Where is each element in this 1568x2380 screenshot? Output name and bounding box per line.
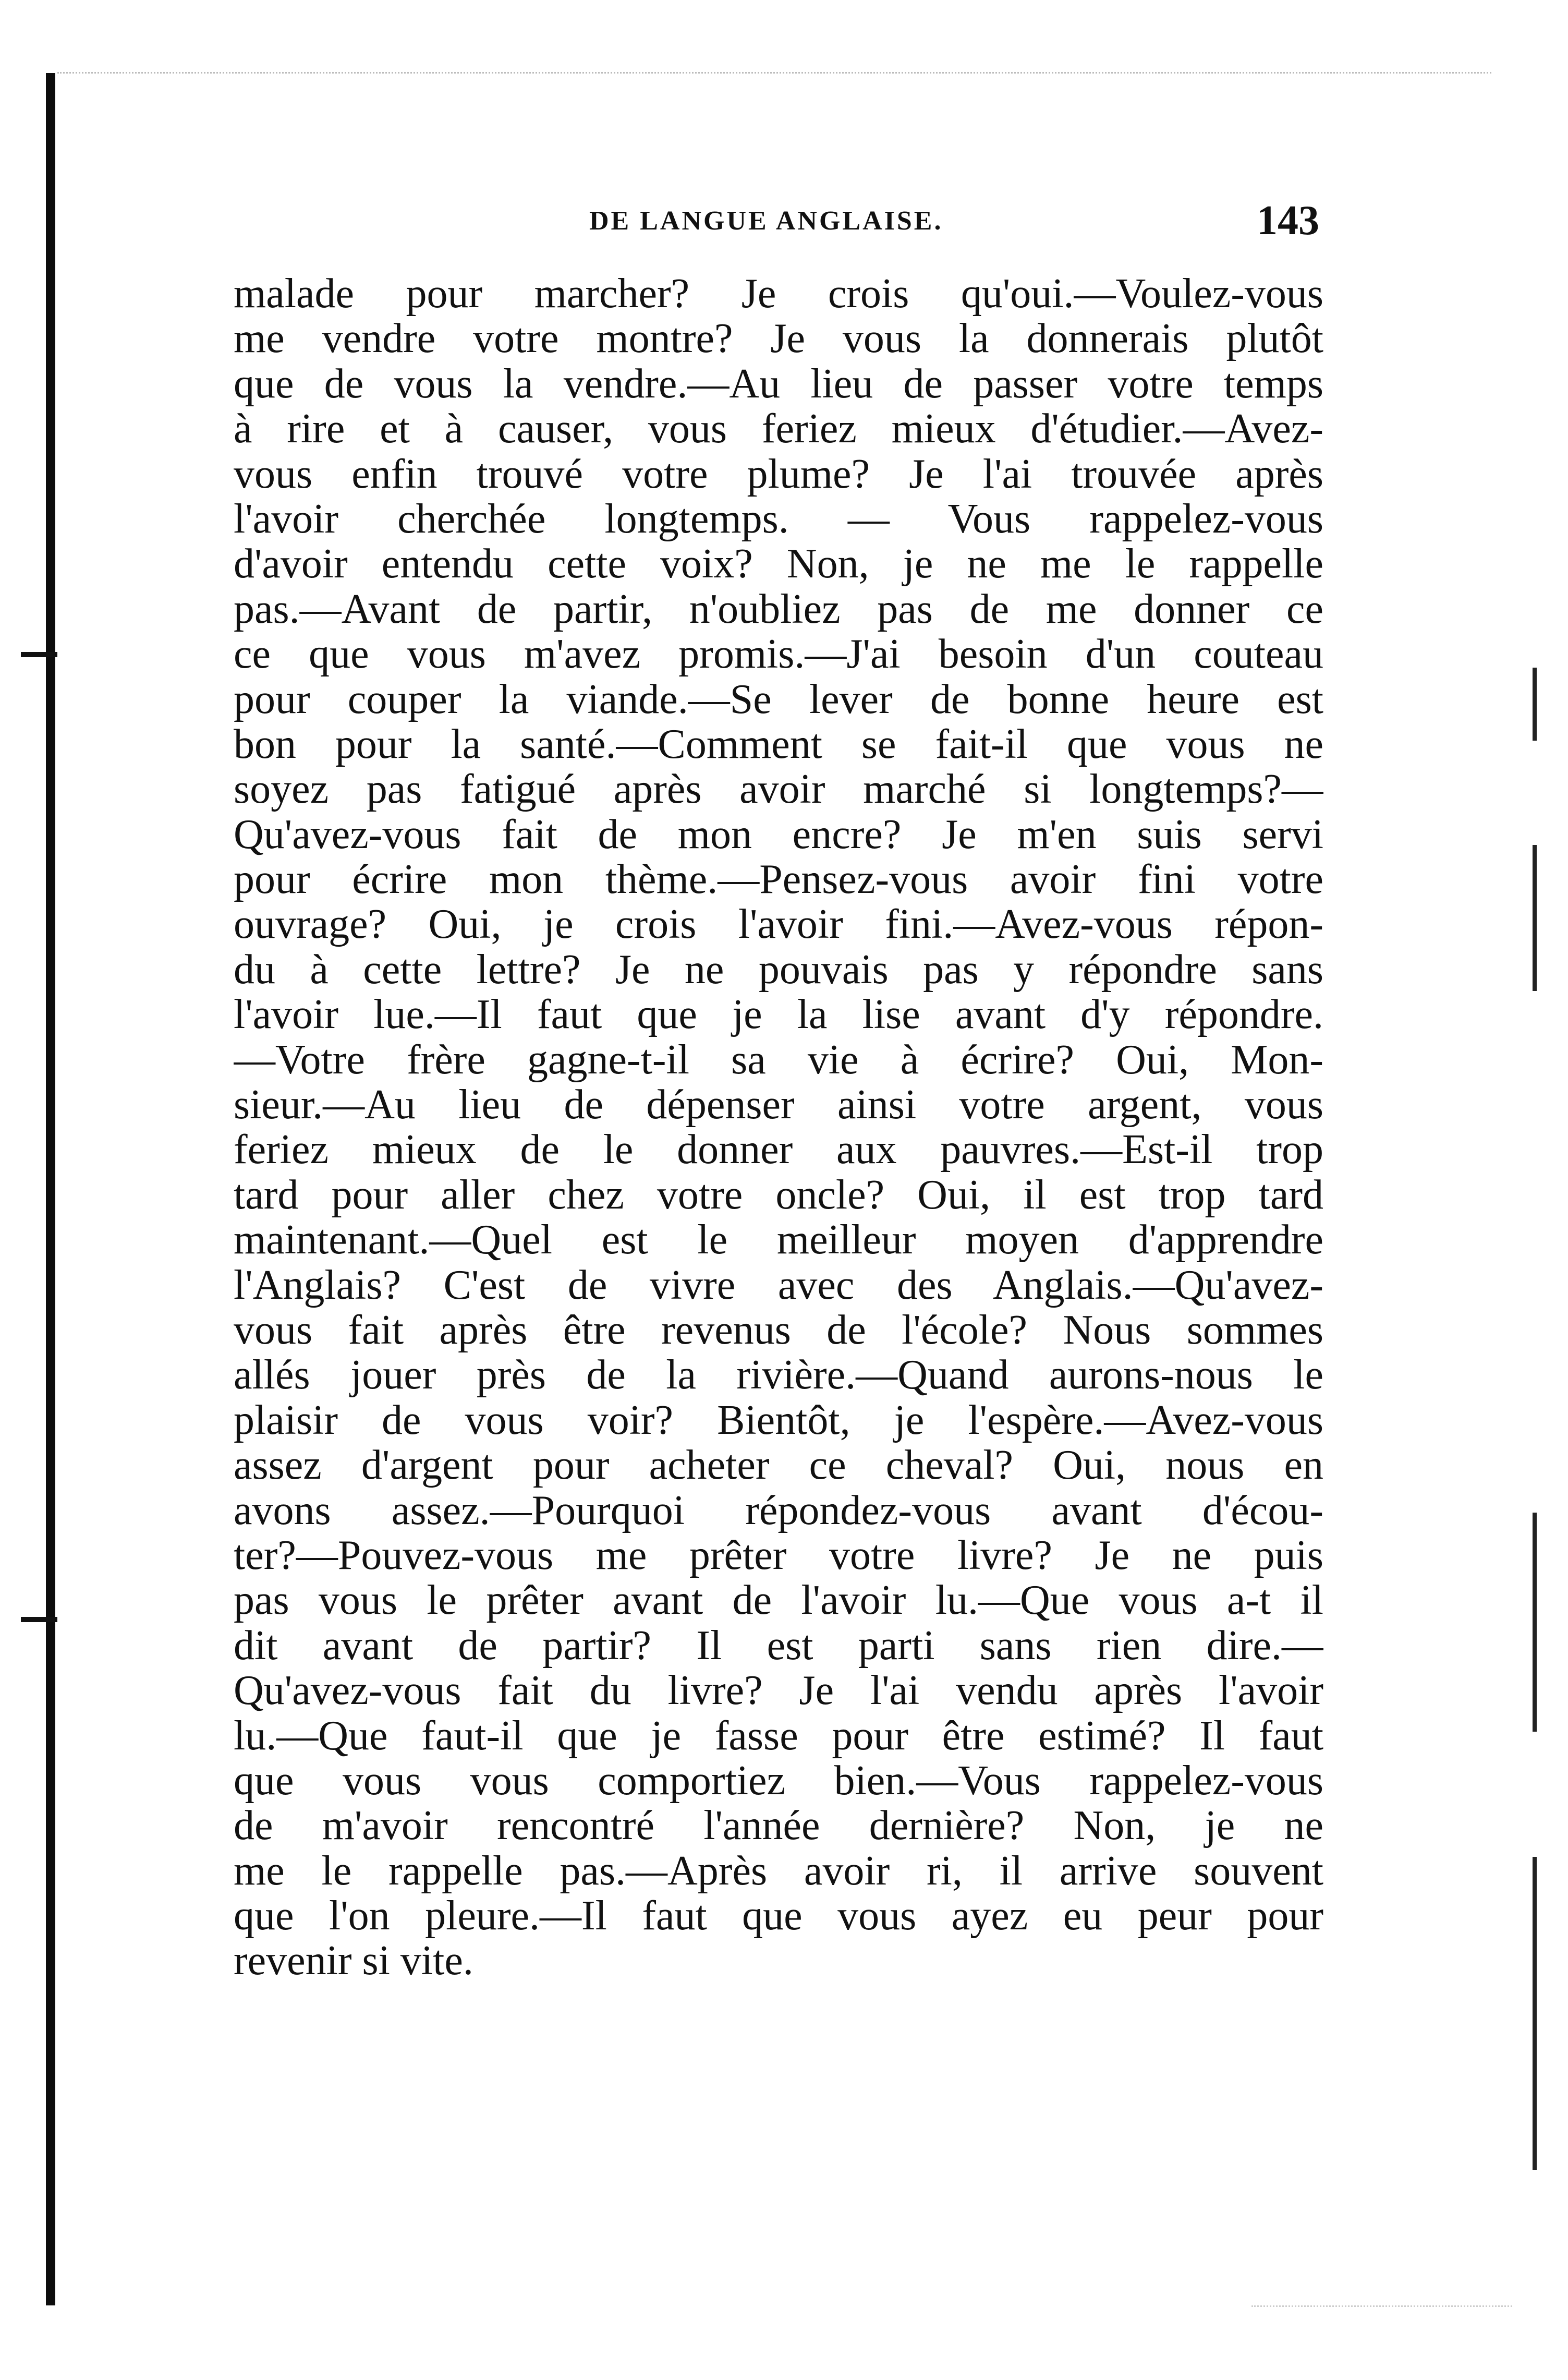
scan-edge-mark [21, 652, 57, 657]
text-line: ouvrage? Oui, je crois l'avoir fini.—Avez-vous répon- [234, 902, 1323, 947]
text-line: malade pour marcher? Je crois qu'oui.—Voulez-vous [234, 271, 1323, 317]
text-line: plaisir de vous voir? Bientôt, je l'espère.—Avez-vous [234, 1397, 1323, 1443]
running-title: DE LANGUE ANGLAISE. [589, 206, 943, 236]
text-line: du à cette lettre? Je ne pouvais pas y répondre sans [234, 947, 1323, 993]
text-line: pour écrire mon thème.—Pensez-vous avoir fini votre [234, 857, 1323, 902]
text-line: dit avant de partir? Il est parti sans rien dire.— [234, 1623, 1323, 1669]
text-line: me vendre votre montre? Je vous la donnerais plutôt [234, 316, 1323, 361]
text-line: que l'on pleure.—Il faut que vous ayez eu peur pour [234, 1893, 1323, 1939]
text-line: soyez pas fatigué après avoir marché si longtemps?— [234, 767, 1323, 812]
scan-right-edge [1533, 1513, 1537, 1732]
text-line: feriez mieux de le donner aux pauvres.—Est-il trop [234, 1127, 1323, 1173]
scan-border-dots [57, 72, 1491, 74]
text-line: tard pour aller chez votre oncle? Oui, il est trop tard [234, 1172, 1323, 1218]
text-line: que de vous la vendre.—Au lieu de passer votre temps [234, 361, 1323, 407]
text-line: l'Anglais? C'est de vivre avec des Anglais.—Qu'avez- [234, 1262, 1323, 1308]
text-line: bon pour la santé.—Comment se fait-il que vous ne [234, 721, 1323, 767]
text-line: l'avoir cherchée longtemps. — Vous rappelez-vous [234, 496, 1323, 542]
text-line: Qu'avez-vous fait de mon encre? Je m'en suis servi [234, 812, 1323, 857]
page-header [229, 198, 1319, 248]
text-line: l'avoir lue.—Il faut que je la lise avant d'y répondre. [234, 992, 1323, 1037]
text-line: sieur.—Au lieu de dépenser ainsi votre argent, vous [234, 1082, 1323, 1128]
scan-right-edge [1533, 1857, 1537, 2170]
scan-border-dots [1251, 2305, 1512, 2307]
text-line: allés jouer près de la rivière.—Quand aurons-nous le [234, 1352, 1323, 1398]
text-line: que vous vous comportiez bien.—Vous rappelez-vous [234, 1758, 1323, 1804]
text-line: revenir si vite. [234, 1938, 473, 1984]
text-line: assez d'argent pour acheter ce cheval? Oui, nous en [234, 1443, 1323, 1488]
text-line: Qu'avez-vous fait du livre? Je l'ai vendu après l'avoir [234, 1668, 1323, 1713]
body-text [234, 271, 1323, 1984]
scan-edge-mark [21, 1617, 57, 1622]
text-line: avons assez.—Pourquoi répondez-vous avant d'écou- [234, 1488, 1323, 1533]
text-line: ter?—Pouvez-vous me prêter votre livre? Je ne puis [234, 1532, 1323, 1578]
text-line: ce que vous m'avez promis.—J'ai besoin d'un couteau [234, 632, 1323, 677]
text-line: à rire et à causer, vous feriez mieux d'étudier.—Avez- [234, 406, 1323, 452]
scan-right-edge [1533, 668, 1537, 741]
text-line: me le rappelle pas.—Après avoir ri, il arrive souvent [234, 1848, 1323, 1894]
text-line: pas vous le prêter avant de l'avoir lu.—Que vous a-t il [234, 1578, 1323, 1623]
text-line: de m'avoir rencontré l'année dernière? Non, je ne [234, 1803, 1323, 1849]
text-line: vous enfin trouvé votre plume? Je l'ai trouvée après [234, 451, 1323, 497]
text-line: pas.—Avant de partir, n'oubliez pas de me donner ce [234, 586, 1323, 632]
text-line: lu.—Que faut-il que je fasse pour être estimé? Il faut [234, 1713, 1323, 1758]
page-number: 143 [1257, 198, 1319, 244]
text-line: d'avoir entendu cette voix? Non, je ne me le rappelle [234, 541, 1323, 587]
text-line: vous fait après être revenus de l'école? Nous sommes [234, 1307, 1323, 1353]
text-line: maintenant.—Quel est le meilleur moyen d'apprendre [234, 1217, 1323, 1263]
scan-right-edge [1533, 845, 1537, 991]
scan-left-edge [46, 73, 55, 2305]
text-line: pour couper la viande.—Se lever de bonne heure est [234, 676, 1323, 722]
text-line: —Votre frère gagne-t-il sa vie à écrire? Oui, Mon- [234, 1037, 1323, 1083]
